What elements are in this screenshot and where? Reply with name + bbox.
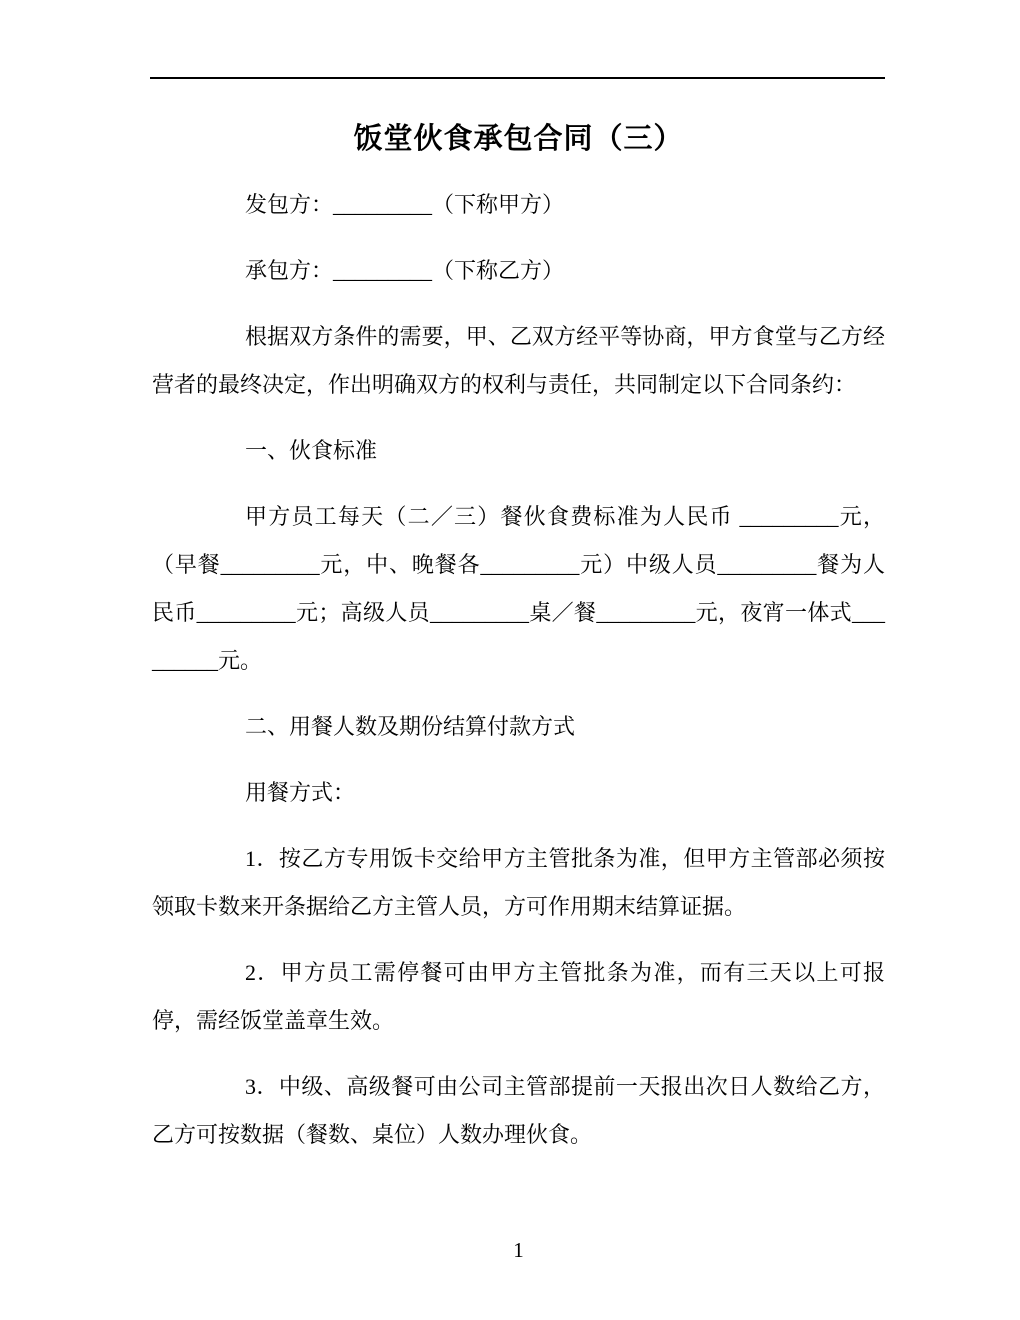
preamble-paragraph: 根据双方条件的需要，甲、乙双方经平等协商，甲方食堂与乙方经营者的最终决定，作出明确双方的权利与责任，共同制定以下合同条约： xyxy=(152,324,885,397)
section-1-body: 甲方员工每天（二／三）餐伙食费标准为人民币 _________元，（早餐_________元，中、晚餐各_________元）中级人员_________餐为人民币_________元；高级人员_________桌／餐_________元，夜宵一体式_________元。 xyxy=(152,504,885,673)
contract-content xyxy=(152,115,885,1159)
party-a-line: 发包方：_________（下称甲方） xyxy=(245,192,565,217)
page-number: 1 xyxy=(513,1238,524,1262)
contract-title: 饭堂伙食承包合同（三） xyxy=(353,123,684,155)
dining-method-label: 用餐方式： xyxy=(245,780,356,805)
party-b-line: 承包方：_________（下称乙方） xyxy=(245,258,565,283)
header-divider-line xyxy=(150,77,885,79)
clause-item-1: 1．按乙方专用饭卡交给甲方主管批条为准，但甲方主管部必须按领取卡数来开条据给乙方主管人员，方可作用期末结算证据。 xyxy=(152,846,885,919)
clause-item-2: 2．甲方员工需停餐可由甲方主管批条为准，而有三天以上可报停，需经饭堂盖章生效。 xyxy=(152,960,885,1033)
clause-item-3: 3．中级、高级餐可由公司主管部提前一天报出次日人数给乙方，乙方可按数据（餐数、桌位）人数办理伙食。 xyxy=(152,1074,885,1147)
section-1-heading: 一、伙食标准 xyxy=(245,438,378,463)
section-2-heading: 二、用餐人数及期份结算付款方式 xyxy=(245,714,576,739)
